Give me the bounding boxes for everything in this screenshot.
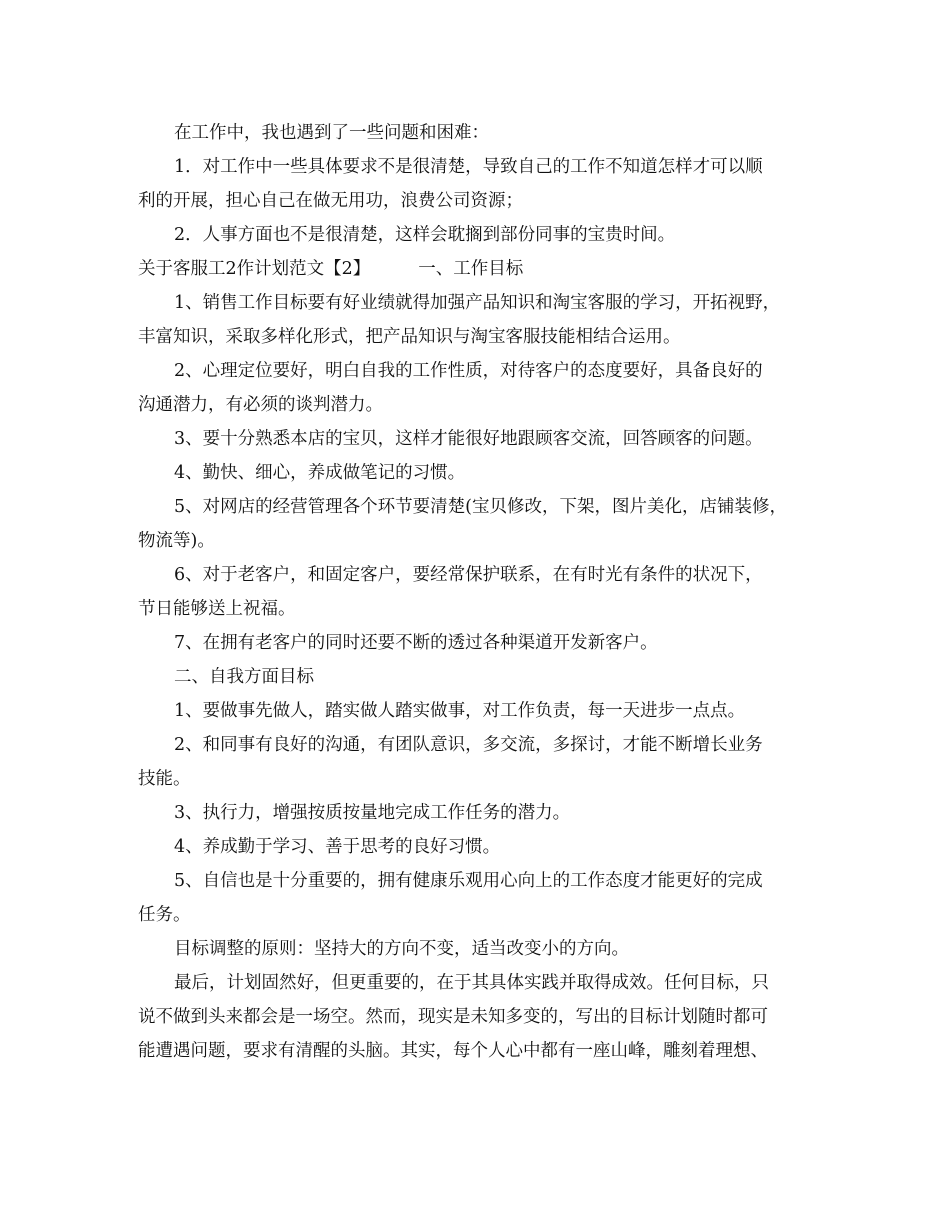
text-line: 任务。 bbox=[138, 905, 191, 925]
text-line: 4、养成勤于学习、善于思考的良好习惯。 bbox=[174, 837, 501, 857]
text-line: 2、心理定位要好，明白自我的工作性质，对待客户的态度要好，具备良好的 bbox=[174, 361, 763, 381]
text-line: 在工作中，我也遇到了一些问题和困难： bbox=[174, 123, 489, 143]
section-title-line bbox=[138, 252, 838, 286]
text-line: 节日能够送上祝福。 bbox=[138, 599, 296, 619]
text-line: 能遭遇问题，要求有清醒的头脑。其实，每个人心中都有一座山峰，雕刻着理想、 bbox=[138, 1041, 768, 1061]
text-line: 7、在拥有老客户的同时还要不断的透过各种渠道开发新客户。 bbox=[174, 633, 658, 653]
text-line: 物流等)。 bbox=[138, 531, 215, 551]
text-line: 技能。 bbox=[138, 769, 191, 789]
text-line: 2．人事方面也不是很清楚，这样会耽搁到部份同事的宝贵时间。 bbox=[174, 225, 676, 245]
text-line: 3、要十分熟悉本店的宝贝，这样才能很好地跟顾客交流，回答顾客的问题。 bbox=[174, 429, 763, 449]
text-line: 沟通潜力，有必须的谈判潜力。 bbox=[138, 395, 383, 415]
section-heading-self-goals: 二、自我方面目标 bbox=[174, 667, 314, 687]
text-line: 2、和同事有良好的沟通，有团队意识，多交流，多探讨，才能不断增长业务 bbox=[174, 735, 763, 755]
text-line: 5、自信也是十分重要的，拥有健康乐观用心向上的工作态度才能更好的完成 bbox=[174, 871, 763, 891]
section-title: 关于客服工2作计划范文【2】 bbox=[138, 259, 371, 279]
text-line: 说不做到头来都会是一场空。然而，现实是未知多变的，写出的目标计划随时都可 bbox=[138, 1007, 768, 1027]
text-line: 6、对于老客户，和固定客户，要经常保护联系，在有时光有条件的状况下， bbox=[174, 565, 763, 585]
section-heading-work-goals: 一、工作目标 bbox=[418, 259, 524, 279]
text-line: 最后，计划固然好，但更重要的，在于其具体实践并取得成效。任何目标，只 bbox=[174, 973, 769, 993]
text-line: 3、执行力，增强按质按量地完成工作任务的潜力。 bbox=[174, 803, 571, 823]
document-body bbox=[138, 116, 838, 1068]
text-line: 1．对工作中一些具体要求不是很清楚，导致自己的工作不知道怎样才可以顺 bbox=[174, 157, 763, 177]
text-line: 4、勤快、细心，养成做笔记的习惯。 bbox=[174, 463, 466, 483]
text-line: 丰富知识，采取多样化形式，把产品知识与淘宝客服技能相结合运用。 bbox=[138, 327, 681, 347]
text-line: 1、要做事先做人，踏实做人踏实做事，对工作负责，每一天进步一点点。 bbox=[174, 701, 746, 721]
text-line: 1、销售工作目标要有好业绩就得加强产品知识和淘宝客服的学习，开拓视野， bbox=[174, 293, 781, 313]
text-line: 目标调整的原则：坚持大的方向不变，适当改变小的方向。 bbox=[174, 939, 629, 959]
text-line: 5、对网店的经营管理各个环节要清楚(宝贝修改，下架，图片美化，店铺装修， bbox=[174, 497, 787, 517]
text-line: 利的开展，担心自己在做无用功，浪费公司资源； bbox=[138, 191, 523, 211]
